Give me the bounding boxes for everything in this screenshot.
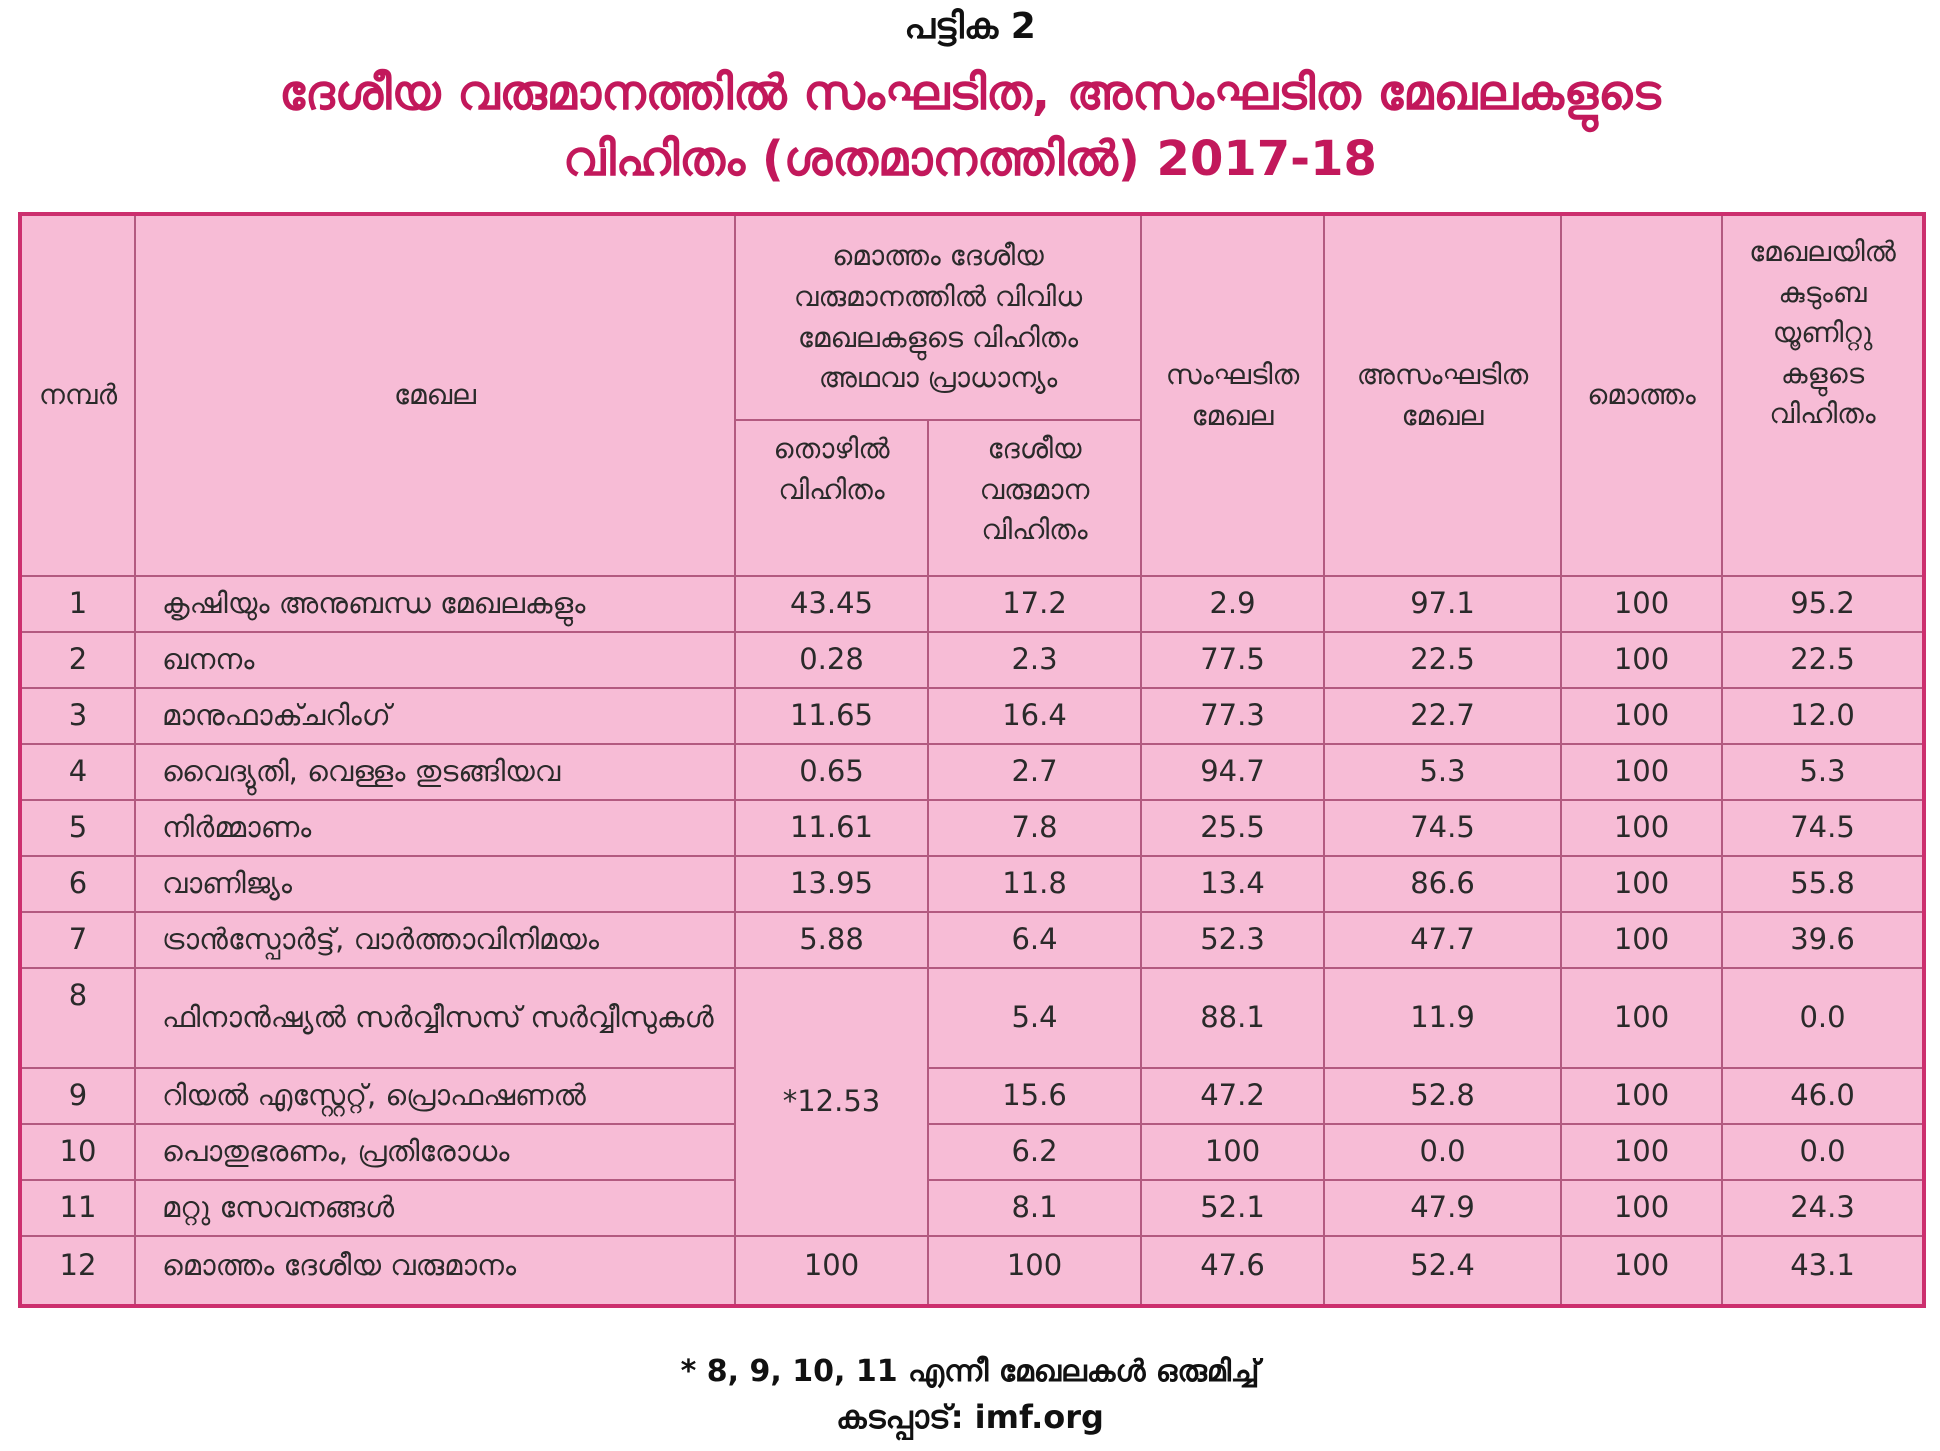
cell-income-share: 8.1 — [928, 1180, 1141, 1236]
cell-household-share: 24.3 — [1722, 1180, 1924, 1236]
table-row — [20, 1068, 1924, 1124]
cell-number: 5 — [20, 800, 135, 856]
table-row — [20, 1180, 1924, 1236]
cell-income-share: 100 — [928, 1236, 1141, 1306]
cell-organised: 47.2 — [1141, 1068, 1324, 1124]
cell-number: 7 — [20, 912, 135, 968]
cell-income-share: 2.3 — [928, 632, 1141, 688]
cell-total: 100 — [1561, 800, 1722, 856]
table-title-line2: വിഹിതം (ശതമാനത്തിൽ) 2017-18 — [563, 131, 1377, 187]
cell-total: 100 — [1561, 576, 1722, 632]
cell-organised: 47.6 — [1141, 1236, 1324, 1306]
table-row — [20, 1236, 1924, 1306]
cell-number: 2 — [20, 632, 135, 688]
cell-household-share: 12.0 — [1722, 688, 1924, 744]
cell-income-share: 2.7 — [928, 744, 1141, 800]
cell-total: 100 — [1561, 1068, 1722, 1124]
source-credit: കടപ്പാട്: imf.org — [836, 1398, 1104, 1436]
cell-organised: 13.4 — [1141, 856, 1324, 912]
header-organised: സംഘടിത മേഖല — [1141, 214, 1324, 576]
cell-household-share: 0.0 — [1722, 968, 1924, 1068]
cell-employment-share: 13.95 — [735, 856, 928, 912]
cell-household-share: 22.5 — [1722, 632, 1924, 688]
cell-household-share: 95.2 — [1722, 576, 1924, 632]
table-label: പട്ടിക 2 — [904, 6, 1036, 47]
cell-sector: റിയൽ എസ്റ്റേറ്റ്, പ്രൊഫഷണൽ — [135, 1068, 735, 1124]
table-row — [20, 688, 1924, 744]
cell-unorganised: 11.9 — [1324, 968, 1561, 1068]
cell-total: 100 — [1561, 744, 1722, 800]
cell-sector: മൊത്തം ദേശീയ വരുമാനം — [135, 1236, 735, 1306]
cell-unorganised: 52.4 — [1324, 1236, 1561, 1306]
cell-total: 100 — [1561, 968, 1722, 1068]
table-title-line1: ദേശീയ വരുമാനത്തിൽ സംഘടിത, അസംഘടിത മേഖലകളുടെ — [279, 65, 1661, 121]
cell-sector: മാനുഫാക്ചറിംഗ് — [135, 688, 735, 744]
cell-number: 6 — [20, 856, 135, 912]
cell-organised: 88.1 — [1141, 968, 1324, 1068]
cell-sector: കൃഷിയും അനുബന്ധ മേഖലകളും — [135, 576, 735, 632]
footnote: * 8, 9, 10, 11 എന്നീ മേഖലകൾ ഒരുമിച്ച് — [680, 1354, 1260, 1389]
cell-household-share: 0.0 — [1722, 1124, 1924, 1180]
cell-total: 100 — [1561, 912, 1722, 968]
cell-number: 1 — [20, 576, 135, 632]
cell-household-share: 5.3 — [1722, 744, 1924, 800]
cell-unorganised: 86.6 — [1324, 856, 1561, 912]
cell-household-share: 74.5 — [1722, 800, 1924, 856]
cell-total: 100 — [1561, 632, 1722, 688]
cell-sector: ഖനനം — [135, 632, 735, 688]
cell-total: 100 — [1561, 1124, 1722, 1180]
cell-sector: വൈദ്യുതി, വെള്ളം തുടങ്ങിയവ — [135, 744, 735, 800]
table-row — [20, 632, 1924, 688]
cell-sector: മറ്റു സേവനങ്ങൾ — [135, 1180, 735, 1236]
cell-employment-share: 11.61 — [735, 800, 928, 856]
cell-number: 12 — [20, 1236, 135, 1306]
cell-organised: 77.5 — [1141, 632, 1324, 688]
cell-income-share: 11.8 — [928, 856, 1141, 912]
cell-employment-share: 11.65 — [735, 688, 928, 744]
cell-organised: 2.9 — [1141, 576, 1324, 632]
cell-unorganised: 47.7 — [1324, 912, 1561, 968]
data-table — [18, 212, 1926, 1308]
cell-sector: ഫിനാൻഷ്യൽ സർവ്വീസസ് സർവ്വീസുകൾ — [135, 968, 735, 1068]
header-number: നമ്പർ — [20, 214, 135, 576]
cell-organised: 77.3 — [1141, 688, 1324, 744]
cell-sector: പൊതുഭരണം, പ്രതിരോധം — [135, 1124, 735, 1180]
cell-unorganised: 5.3 — [1324, 744, 1561, 800]
table-row — [20, 912, 1924, 968]
cell-income-share: 6.2 — [928, 1124, 1141, 1180]
cell-sector: വാണിജ്യം — [135, 856, 735, 912]
cell-household-share: 55.8 — [1722, 856, 1924, 912]
cell-household-share: 43.1 — [1722, 1236, 1924, 1306]
cell-income-share: 5.4 — [928, 968, 1141, 1068]
cell-income-share: 17.2 — [928, 576, 1141, 632]
header-total: മൊത്തം — [1561, 214, 1722, 576]
cell-employment-share-combined: *12.53 — [735, 968, 928, 1236]
header-unorganised: അസംഘടിത മേഖല — [1324, 214, 1561, 576]
cell-number: 9 — [20, 1068, 135, 1124]
cell-sector: ട്രാൻസ്പോർട്ട്, വാർത്താവിനിമയം — [135, 912, 735, 968]
cell-unorganised: 22.7 — [1324, 688, 1561, 744]
header-household-share: മേഖലയിൽ കുടുംബ യൂണിറ്റു കളുടെ വിഹിതം — [1722, 214, 1924, 576]
cell-household-share: 46.0 — [1722, 1068, 1924, 1124]
cell-employment-share: 100 — [735, 1236, 928, 1306]
cell-employment-share: 0.65 — [735, 744, 928, 800]
cell-number: 4 — [20, 744, 135, 800]
cell-total: 100 — [1561, 688, 1722, 744]
table-row — [20, 1124, 1924, 1180]
cell-income-share: 15.6 — [928, 1068, 1141, 1124]
cell-total: 100 — [1561, 1236, 1722, 1306]
header-share-group: മൊത്തം ദേശീയ വരുമാനത്തിൽ വിവിധ മേഖലകളുടെ വിഹിതം അഥവാ പ്രാധാന്യം — [735, 214, 1141, 420]
table-row — [20, 968, 1924, 1068]
cell-organised: 52.1 — [1141, 1180, 1324, 1236]
cell-income-share: 6.4 — [928, 912, 1141, 968]
cell-unorganised: 52.8 — [1324, 1068, 1561, 1124]
cell-household-share: 39.6 — [1722, 912, 1924, 968]
cell-employment-share: 0.28 — [735, 632, 928, 688]
cell-number: 10 — [20, 1124, 135, 1180]
header-income-share: ദേശീയ വരുമാന വിഹിതം — [928, 420, 1141, 576]
table-row — [20, 576, 1924, 632]
cell-organised: 100 — [1141, 1124, 1324, 1180]
table-row — [20, 856, 1924, 912]
cell-number: 11 — [20, 1180, 135, 1236]
cell-total: 100 — [1561, 1180, 1722, 1236]
header-employment-share: തൊഴിൽ വിഹിതം — [735, 420, 928, 576]
cell-number: 8 — [20, 968, 135, 1068]
cell-organised: 52.3 — [1141, 912, 1324, 968]
cell-unorganised: 97.1 — [1324, 576, 1561, 632]
cell-unorganised: 47.9 — [1324, 1180, 1561, 1236]
cell-sector: നിർമ്മാണം — [135, 800, 735, 856]
cell-unorganised: 0.0 — [1324, 1124, 1561, 1180]
cell-income-share: 16.4 — [928, 688, 1141, 744]
table-row — [20, 744, 1924, 800]
cell-unorganised: 74.5 — [1324, 800, 1561, 856]
cell-organised: 94.7 — [1141, 744, 1324, 800]
header-sector: മേഖല — [135, 214, 735, 576]
table-row — [20, 800, 1924, 856]
cell-organised: 25.5 — [1141, 800, 1324, 856]
cell-employment-share: 5.88 — [735, 912, 928, 968]
cell-unorganised: 22.5 — [1324, 632, 1561, 688]
cell-income-share: 7.8 — [928, 800, 1141, 856]
cell-number: 3 — [20, 688, 135, 744]
cell-employment-share: 43.45 — [735, 576, 928, 632]
cell-total: 100 — [1561, 856, 1722, 912]
